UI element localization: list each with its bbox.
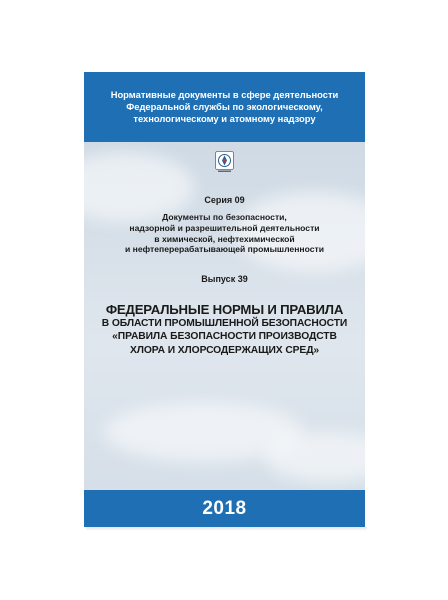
series-description-line: надзорной и разрешительной деятельности xyxy=(129,222,320,233)
year-band xyxy=(84,490,365,527)
title-sub-line: ХЛОРА И ХЛОРСОДЕРЖАЩИХ СРЕД» xyxy=(129,344,320,356)
series-title: Серия 09 xyxy=(204,195,245,205)
cover-shadow xyxy=(86,527,367,531)
series-description xyxy=(84,212,365,255)
series-description-line: в химической, нефтехимической xyxy=(154,233,295,244)
book-cover xyxy=(84,72,365,527)
series-description-line: и нефтеперерабатывающей промышленности xyxy=(124,244,325,255)
header-line: технологическому и атомному надзору xyxy=(133,113,316,124)
series-description-line: Документы по безопасности, xyxy=(162,212,287,222)
header-line: Нормативные документы в сфере деятельности xyxy=(110,89,339,100)
issue-number: Выпуск 39 xyxy=(201,274,248,284)
publication-year: 2018 xyxy=(202,497,247,519)
title-sub-line: В ОБЛАСТИ ПРОМЫШЛЕННОЙ БЕЗОПАСНОСТИ xyxy=(101,318,348,329)
rostekhnadzor-emblem-icon xyxy=(215,151,234,173)
header-line: Федеральной службы по экологическому, xyxy=(126,101,323,112)
title-sub-line: «ПРАВИЛА БЕЗОПАСНОСТИ ПРОИЗВОДСТВ xyxy=(112,331,337,343)
document-title xyxy=(84,302,365,357)
header-band xyxy=(84,72,365,142)
title-main: ФЕДЕРАЛЬНЫЕ НОРМЫ И ПРАВИЛА xyxy=(105,302,344,317)
